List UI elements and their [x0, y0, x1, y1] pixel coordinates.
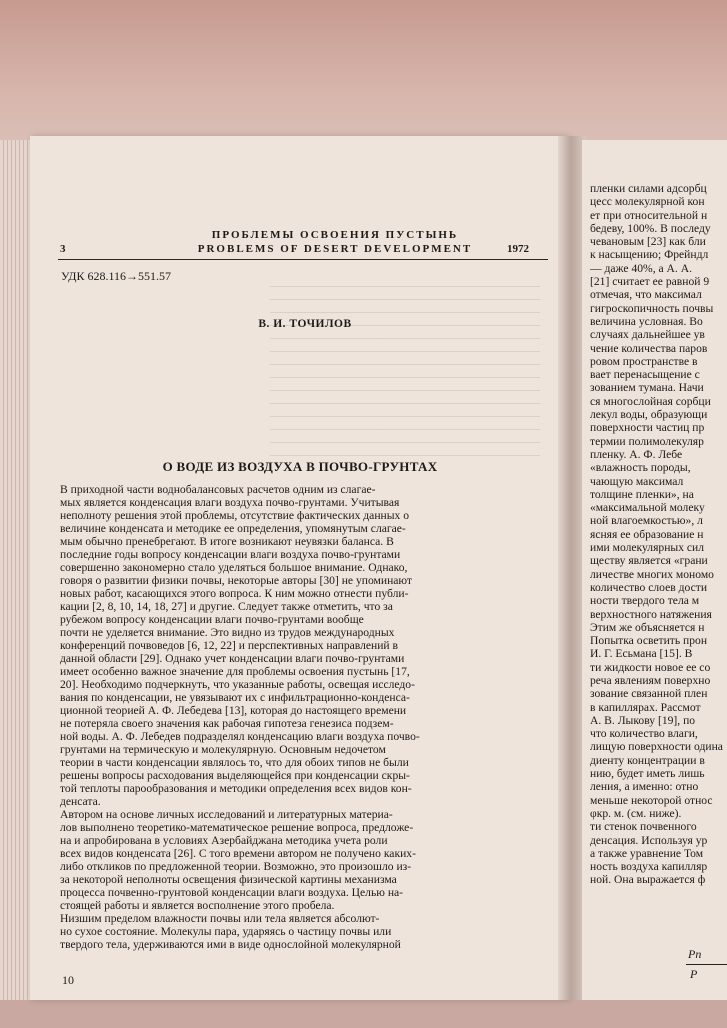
right-page-line: Этим же объясняется н [590, 620, 705, 634]
right-page-line: нию, будет иметь лишь [590, 767, 705, 781]
body-line: 20]. Необходимо подчеркнуть, что указанные работы, освещая исследо- [60, 678, 415, 691]
body-line: всех видов конденсата [26]. С того времени автором не получено каких- [60, 847, 416, 860]
right-page-line: ет при относительной н [590, 208, 708, 222]
right-page-line: бедеву, 100%. В последу [590, 221, 711, 235]
right-page-line: диенту концентрации в [590, 753, 705, 767]
right-page-line: реча явлениям поверхно [590, 673, 711, 687]
journal-title-ru: ПРОБЛЕМЫ ОСВОЕНИЯ ПУСТЫНЬ [211, 229, 459, 241]
body-line: совершенно закономерно стало уделяться большое внимание. Однако, [60, 561, 408, 574]
right-page-line: гигроскопичность почвы [590, 301, 714, 315]
right-page-line: зование связанной плен [590, 687, 708, 701]
body-line: твердого тела, удерживаются ими в виде однослойной молекулярной [60, 938, 401, 951]
udk-code: УДК 628.116→551.57 [61, 269, 172, 283]
body-line: денсата. [60, 795, 101, 808]
formula-bar [686, 964, 727, 965]
right-page-line: вает перенасыщение с [590, 368, 700, 382]
body-line: говоря о развитии физики почвы, некоторые авторы [30] не упоминают [60, 574, 412, 587]
formula-denominator: P [690, 967, 698, 981]
bleed-through [270, 286, 540, 466]
right-page-line: ществу является «грани [590, 554, 708, 568]
right-page-line: φкр. м. (см. ниже). [590, 806, 682, 820]
right-page-line: А. В. Лыкову [19], по [590, 713, 696, 727]
author: В. И. ТОЧИЛОВ [258, 318, 352, 330]
body-line: рубежом вопросу конденсации влаги почво-грунтами вообще [60, 613, 364, 626]
right-page-text [590, 182, 727, 887]
right-page-line: количество слоев дости [590, 580, 708, 594]
right-page-line: — даже 40%, а А. А. [590, 261, 692, 275]
body-line: не потеряла своего значения как рабочая гипотеза генезиса подзем- [60, 717, 394, 730]
right-page-line: поверхности частиц пр [590, 421, 705, 435]
body-line: величине конденсата и методике ее определения, упомянутым слагае- [60, 522, 406, 535]
body-line: В приходной части воднобалансовых расчетов одним из слагае- [60, 483, 376, 496]
article-title: О ВОДЕ ИЗ ВОЗДУХА В ПОЧВО-ГРУНТАХ [162, 459, 438, 474]
body-line: имеет особенно важное значение для проблемы освоения пустынь [17, [60, 665, 410, 678]
article-body [60, 483, 548, 1028]
body-line: мым обычно пренебрегают. В итоге возникают неувязки баланса. В [60, 535, 394, 548]
body-line: данной области [29]. Однако учет конденсации влаги почво-грунтами [60, 652, 405, 665]
right-page-line: зованием тумана. Начи [590, 381, 704, 395]
body-line: последние годы вопросу конденсации влаги воздуха почво-грунтами [60, 548, 401, 561]
right-page-line: лекул воды, образующи [590, 408, 708, 422]
right-page-line: ти жидкости новое ее со [590, 660, 711, 674]
right-page-line: цесс молекулярной кон [590, 195, 705, 209]
right-page-line: чающую максимал [590, 474, 684, 488]
right-page-line: ясняя ее образование н [590, 527, 704, 541]
body-line: конференций почвоведов [6, 12, 22] и перспективных направлений в [60, 639, 398, 652]
journal-title-en: PROBLEMS OF DESERT DEVELOPMENT [197, 243, 473, 255]
body-line: кации [2, 8, 10, 14, 18, 27] и другие. Следует также отметить, что за [60, 600, 393, 613]
right-page-line: ности твердого тела м [590, 594, 700, 608]
right-page-line: денсация. Используя ур [590, 833, 708, 847]
right-page-line: пленку. А. Ф. Лебе [590, 447, 683, 461]
body-line: на и апробирована в условиях Азербайджана методика учета роли [60, 834, 388, 847]
body-line: решены вопросы расходования выделяющейся при конденсации скры- [60, 769, 410, 782]
right-page-line: чевановым [23] как бли [590, 235, 706, 249]
right-page-line: к насыщению; Фрейндл [590, 248, 709, 262]
right-page-line: чение количества паров [590, 341, 708, 355]
header-rule [58, 259, 548, 260]
right-page-line: ся многослойная сорбци [590, 394, 711, 408]
right-page-line: меньше некоторой относ [590, 793, 713, 807]
right-page-line: ной влагоемкостью», л [590, 514, 703, 528]
right-page-line: [21] считает ее равной 9 [590, 275, 710, 289]
body-line: ной воды. А. Ф. Лебедев подразделял конденсацию влаги воздуха почво- [60, 730, 420, 743]
right-page-line: случаях дальнейшее ув [590, 328, 705, 342]
right-page-line: «максимальной молеку [590, 501, 705, 515]
body-line: вания по конденсации, не увязывают их с инфильтрационно-конденса- [60, 691, 410, 704]
body-line: неполноту решения этой проблемы, отсутствие фактических данных о [60, 509, 410, 522]
journal-year: 1972 [507, 243, 529, 255]
body-line: процесса почвенно-грунтовой конденсации влаги воздуха. Целью на- [60, 886, 404, 899]
body-line: ционной теорией А. Ф. Лебедева [13], которая до настоящего времени [60, 704, 407, 717]
right-page-line: ти стенок почвенного [590, 820, 697, 834]
body-line: грунтами на термическую и молекулярную. Основным недочетом [60, 743, 386, 756]
formula-numerator: Pn [688, 947, 702, 961]
right-page-line: ления, а именно: отно [590, 780, 699, 794]
right-page-line: И. Г. Есьмана [15]. В [590, 647, 693, 661]
right-page-line: отмечая, что максимал [590, 288, 702, 302]
right-page-line: что количество влаги, [590, 727, 698, 741]
footer-page-number: 10 [62, 973, 74, 987]
body-line: либо откликов по предложенной теории. Возможно, это произошло из- [60, 860, 412, 873]
body-line: почти не уделяется внимание. Это видно из трудов международных [60, 626, 395, 639]
right-page-line: ной. Она выражается ф [590, 873, 706, 887]
right-page-line: ровом пространстве в [590, 354, 698, 368]
right-page-line: верхностного натяжения [590, 607, 712, 621]
background-top [0, 0, 727, 140]
right-page-line: ими молекулярных сил [590, 541, 705, 555]
right-page-line: толщине пленки», на [590, 487, 694, 501]
body-line: новых работ, касающихся этого вопроса. К ним можно отнести публи- [60, 587, 409, 600]
body-line: Автором на основе личных исследований и литературных материа- [60, 808, 393, 821]
body-line: но сухое состояние. Молекулы пара, ударяясь о частицу почвы или [60, 925, 392, 938]
body-line: стоящей работы и является восполнение этого пробела. [60, 899, 335, 912]
right-page-line: «влажность породы, [590, 461, 691, 475]
right-page-line: ность воздуха капилляр [590, 860, 708, 874]
right-page-line: в капиллярах. Рассмот [590, 700, 701, 714]
right-page-line: пленки силами адсорбц [590, 182, 707, 195]
body-line: лов выполнено теоретико-математическое решение вопроса, предложе- [60, 821, 414, 834]
right-page-line: величина условная. Во [590, 314, 703, 328]
right-page-line: лищую поверхности одина [590, 740, 723, 754]
right-page-line: личестве многих мономо [590, 567, 714, 581]
right-page-line: термии полимолекуляр [590, 434, 704, 448]
journal-issue-number: 3 [60, 243, 66, 255]
right-page-line: Попытка осветить прон [590, 634, 708, 648]
body-line: той теплоты парообразования и методики определения всех видов кон- [60, 782, 412, 795]
body-line: теории в части конденсации являлось то, что для обоих типов не были [60, 756, 409, 769]
body-line: Низшим пределом влажности почвы или тела является абсолют- [60, 912, 380, 925]
right-page-line: а также уравнение Том [590, 846, 704, 860]
body-line: за некоторой неполноты освещения физической картины механизма [60, 873, 397, 886]
body-line: мых является конденсация влаги воздуха почво-грунтами. Учитывая [60, 496, 400, 509]
